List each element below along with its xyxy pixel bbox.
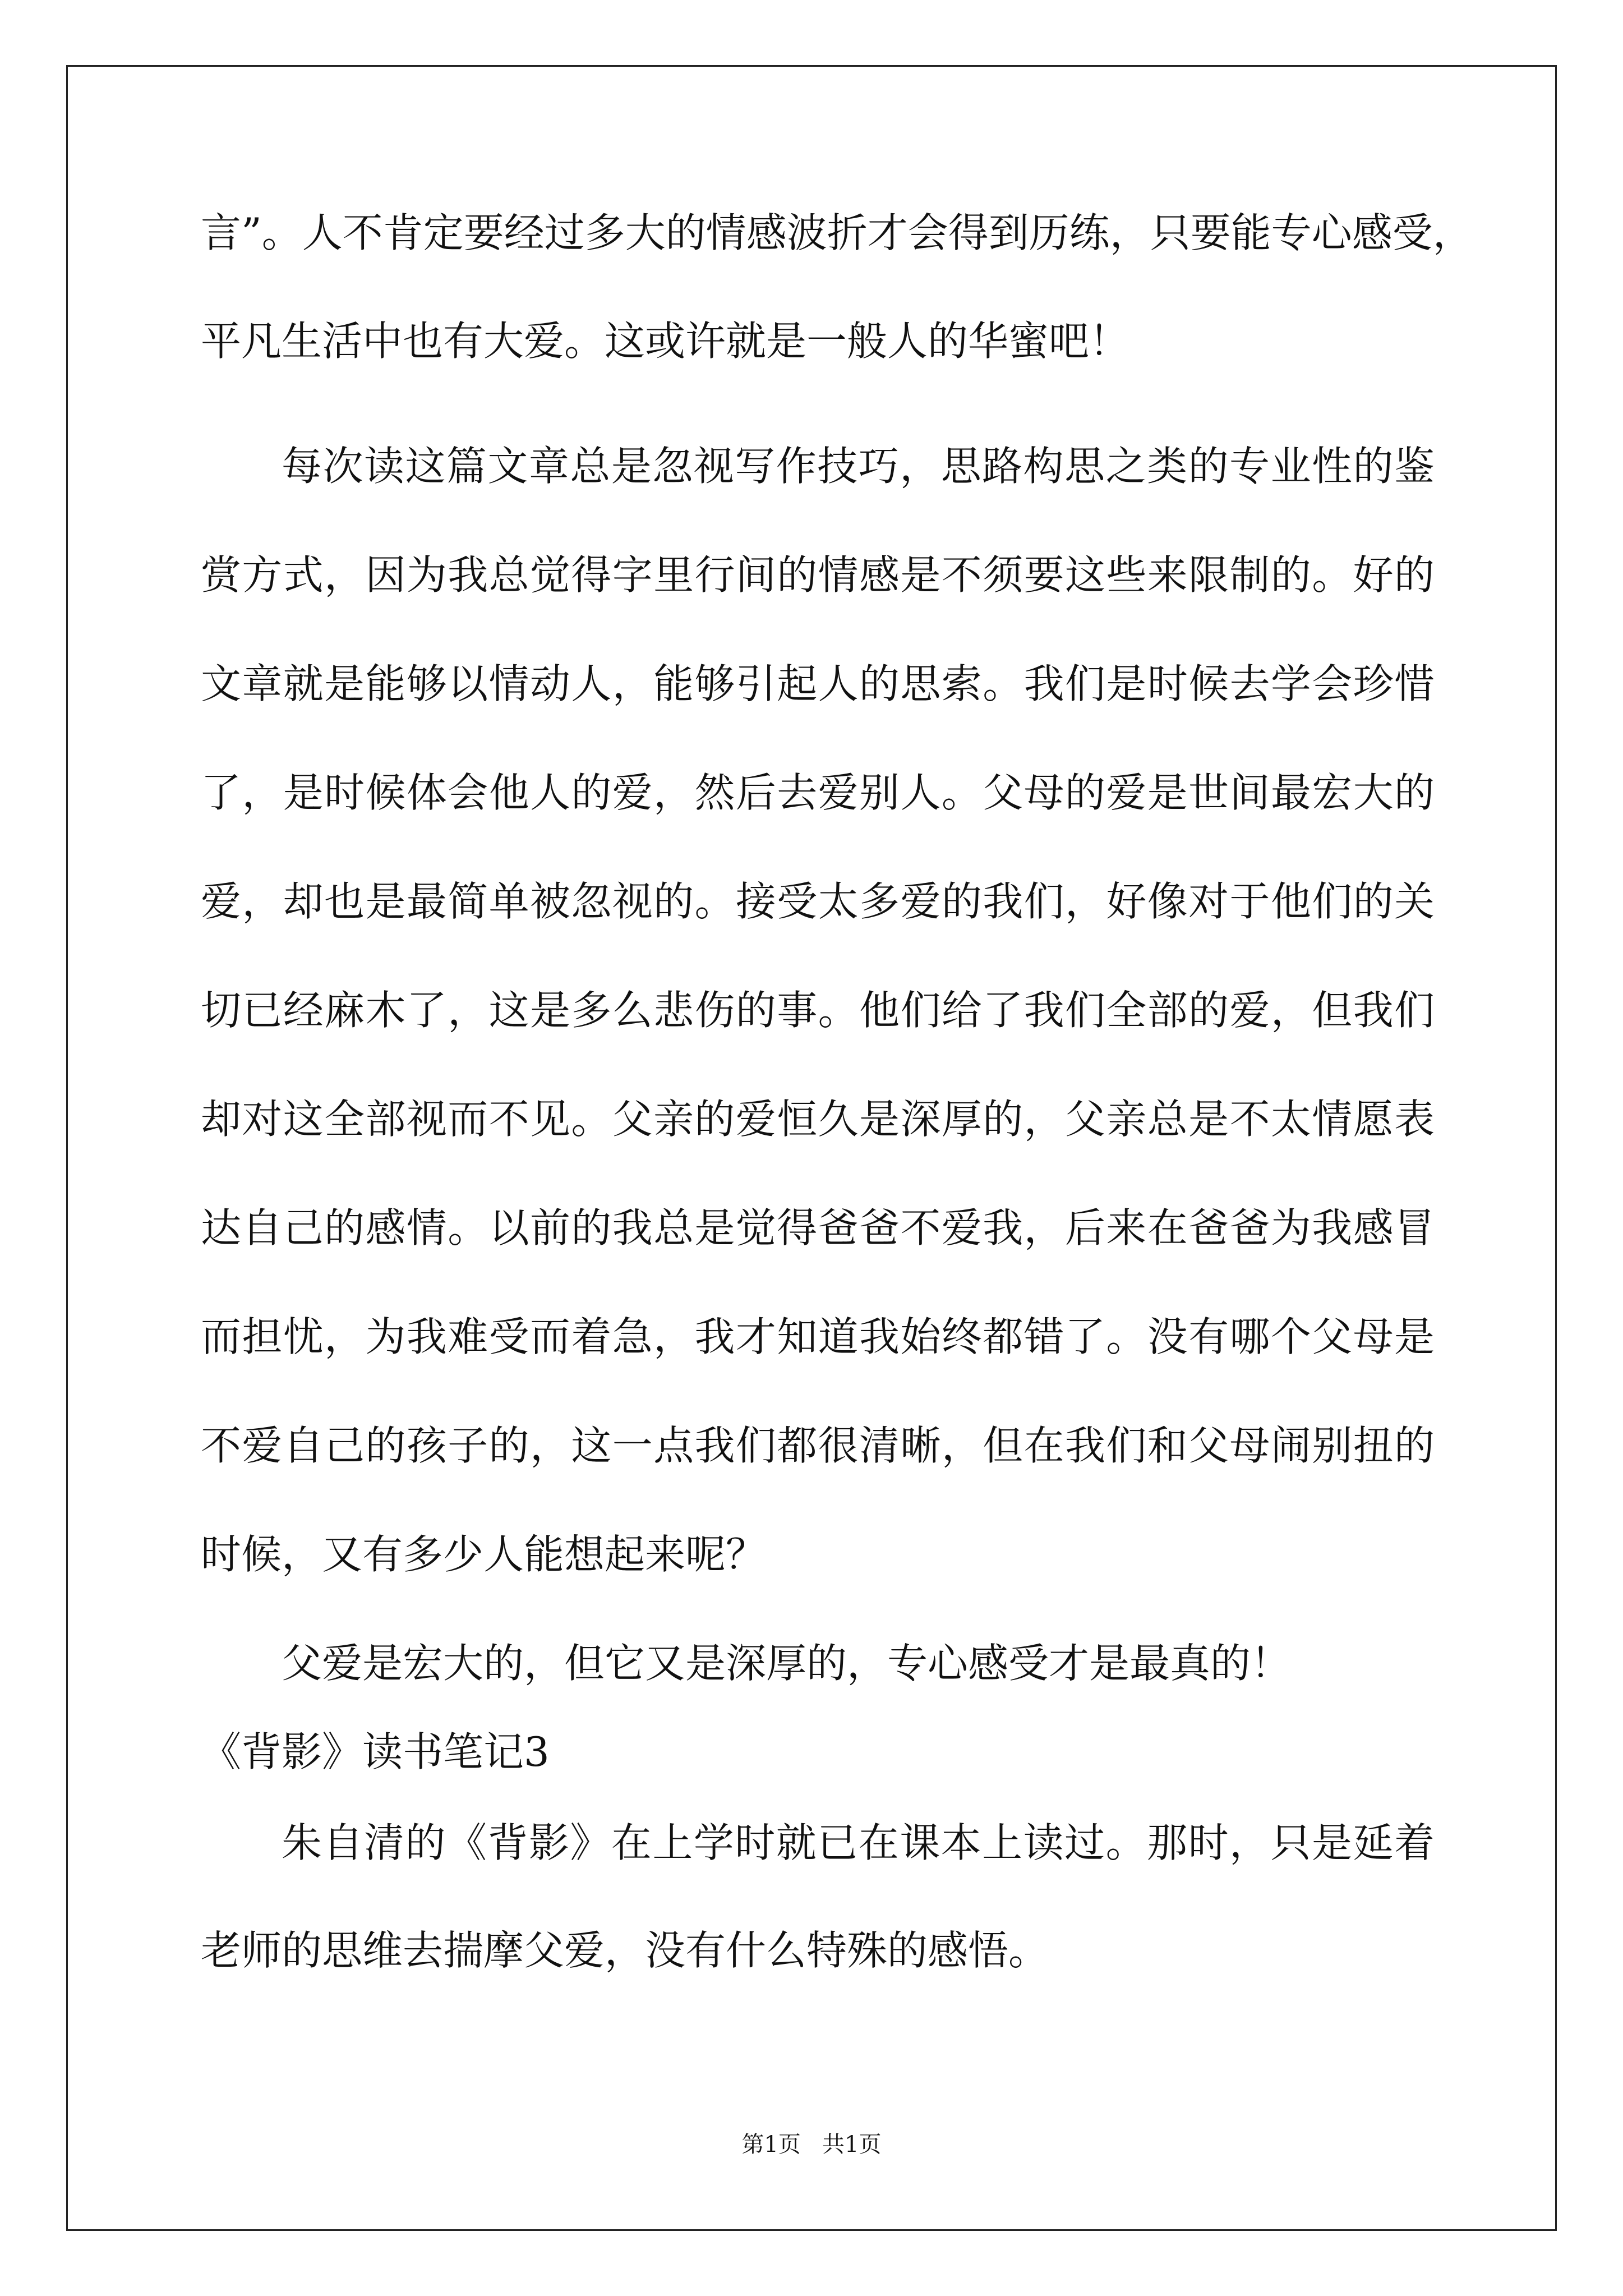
text-line: 平凡生活中也有大爱。这或许就是一般人的华蜜吧！	[201, 318, 1130, 365]
text-line: 爱，却也是最简单被忽视的。接受太多爱的我们，好像对于他们的关	[201, 878, 1435, 925]
text-line: 言”。人不肯定要经过多大的情感波折才会得到历练，只要能专心感受，	[201, 209, 1473, 256]
text-line: 而担忧，为我难受而着急，我才知道我始终都错了。没有哪个父母是	[201, 1313, 1435, 1360]
paragraph-first-line: 父爱是宏大的，但它又是深厚的，专心感受才是最真的！	[282, 1640, 1292, 1687]
text-line: 达自己的感情。以前的我总是觉得爸爸不爱我，后来在爸爸为我感冒	[201, 1204, 1435, 1251]
paragraph-first-line: 每次读这篇文章总是忽视写作技巧，思路构思之类的专业性的鉴	[282, 443, 1435, 490]
page-border	[66, 65, 1557, 2231]
text-line: 了，是时候体会他人的爱，然后去爱别人。父母的爱是世间最宏大的	[201, 769, 1435, 816]
text-line: 文章就是能够以情动人，能够引起人的思索。我们是时候去学会珍惜	[201, 660, 1435, 707]
text-line: 切已经麻木了，这是多么悲伤的事。他们给了我们全部的爱，但我们	[201, 987, 1435, 1034]
text-line: 时候，又有多少人能想起来呢？	[201, 1531, 767, 1578]
text-line: 老师的思维去揣摩父爱，没有什么特殊的感悟。	[201, 1927, 1049, 1974]
text-line: 赏方式，因为我总觉得字里行间的情感是不须要这些来限制的。好的	[201, 551, 1435, 599]
text-line: 不爱自己的孩子的，这一点我们都很清晰，但在我们和父母闹别扭的	[201, 1422, 1435, 1469]
paragraph-first-line: 朱自清的《背影》在上学时就已在课本上读过。那时，只是延着	[282, 1819, 1435, 1866]
section-heading: 《背影》读书笔记3	[201, 1728, 550, 1775]
text-line: 却对这全部视而不见。父亲的爱恒久是深厚的，父亲总是不太情愿表	[201, 1096, 1435, 1143]
page-footer: 第1页 共1页	[741, 2132, 882, 2157]
